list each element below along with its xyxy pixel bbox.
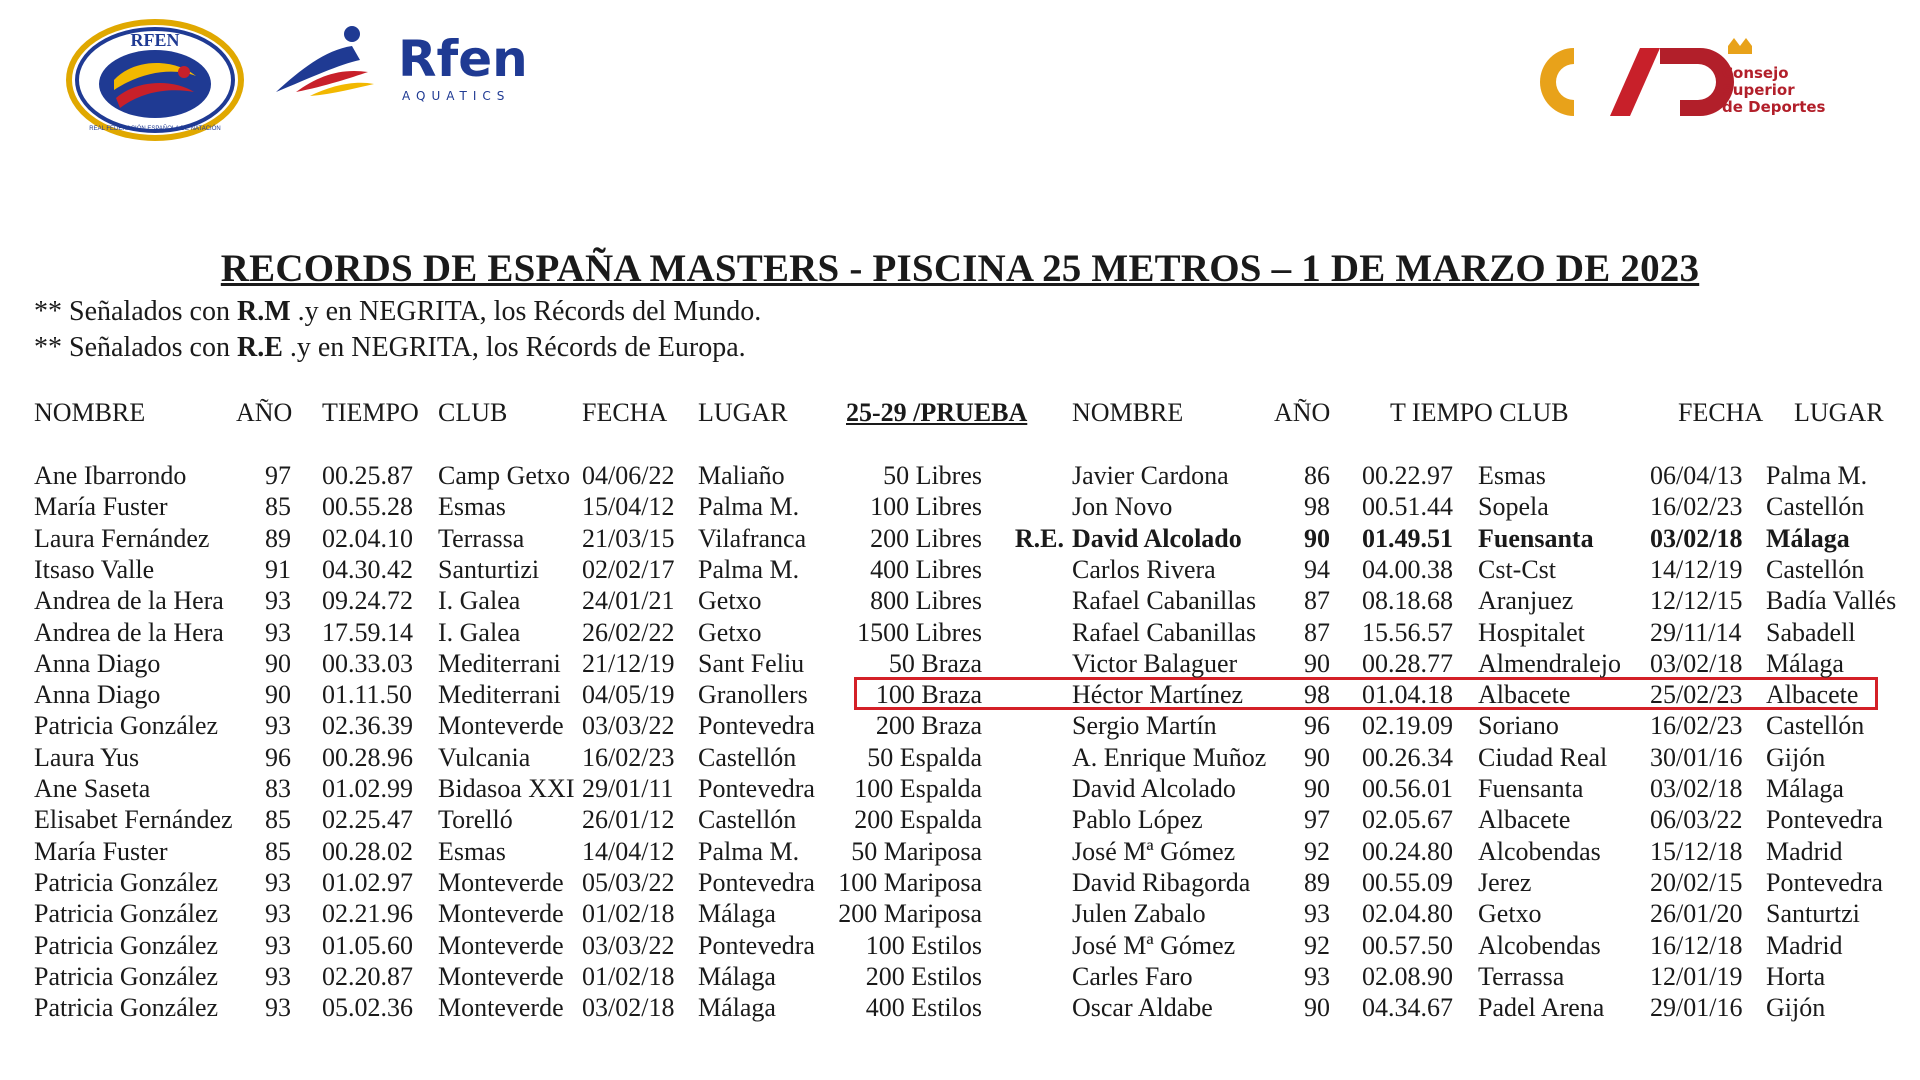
women-name: Anna Diago bbox=[34, 680, 161, 710]
men-date: 25/02/23 bbox=[1650, 680, 1743, 710]
men-name: Pablo López bbox=[1072, 805, 1203, 835]
event: 200 Espalda bbox=[854, 805, 982, 835]
logo-bar bbox=[0, 0, 1920, 150]
women-place: Palma M. bbox=[698, 836, 800, 866]
women-club: Monteverde bbox=[438, 961, 564, 991]
record-mark: R.E. bbox=[1014, 523, 1064, 553]
women-club: Monteverde bbox=[438, 711, 564, 741]
men-name: David Alcolado bbox=[1072, 523, 1242, 553]
men-date: 16/02/23 bbox=[1650, 711, 1743, 741]
men-name: Héctor Martínez bbox=[1072, 680, 1244, 710]
men-club: Albacete bbox=[1478, 680, 1571, 710]
men-year: 98 bbox=[1304, 492, 1330, 522]
women-name: Laura Fernández bbox=[34, 523, 210, 553]
men-place: Málaga bbox=[1766, 648, 1844, 678]
event: 200 Mariposa bbox=[838, 899, 982, 929]
men-name: José Mª Gómez bbox=[1072, 836, 1236, 866]
rfen-wordmark: Rfen bbox=[398, 30, 528, 88]
men-time: 00.22.97 bbox=[1362, 461, 1453, 490]
men-year: 86 bbox=[1304, 461, 1330, 490]
women-name: Laura Yus bbox=[34, 742, 140, 772]
men-name: Julen Zabalo bbox=[1072, 899, 1206, 929]
event: 200 Braza bbox=[875, 711, 982, 741]
women-year: 93 bbox=[265, 930, 291, 960]
women-place: Getxo bbox=[698, 586, 762, 616]
men-place: Málaga bbox=[1766, 774, 1844, 803]
women-place: Castellón bbox=[698, 805, 797, 835]
men-time: 02.04.80 bbox=[1362, 899, 1453, 929]
women-date: 03/02/18 bbox=[582, 993, 675, 1023]
men-year: 90 bbox=[1304, 648, 1330, 678]
men-name: Rafael Cabanillas bbox=[1072, 586, 1257, 616]
men-date: 26/01/20 bbox=[1650, 899, 1743, 929]
men-time: 02.05.67 bbox=[1362, 805, 1453, 835]
men-club: Soriano bbox=[1478, 711, 1559, 741]
women-club: Esmas bbox=[438, 492, 506, 522]
women-date: 16/02/23 bbox=[582, 742, 675, 772]
men-year: 92 bbox=[1304, 930, 1330, 960]
event: 1500 Libres bbox=[857, 617, 982, 647]
rfen-aquatics-sub: AQUATICS bbox=[402, 89, 511, 103]
men-club: Fuensanta bbox=[1478, 774, 1584, 803]
header-women-name: NOMBRE bbox=[34, 398, 146, 427]
rfen-seal-logo bbox=[64, 18, 246, 142]
women-year: 93 bbox=[265, 617, 291, 647]
men-club: Cst-Cst bbox=[1478, 554, 1557, 584]
women-time: 02.36.39 bbox=[322, 711, 413, 741]
men-club: Sopela bbox=[1478, 492, 1549, 522]
men-time: 00.56.01 bbox=[1362, 774, 1453, 803]
women-place: Málaga bbox=[698, 993, 776, 1023]
women-name: Patricia González bbox=[34, 993, 219, 1023]
event: 50 Libres bbox=[883, 461, 982, 490]
women-time: 01.11.50 bbox=[322, 680, 413, 710]
women-place: Palma M. bbox=[698, 554, 800, 584]
men-club: Getxo bbox=[1478, 899, 1542, 929]
women-time: 02.25.47 bbox=[322, 805, 413, 835]
women-date: 04/05/19 bbox=[582, 680, 675, 710]
women-time: 02.04.10 bbox=[322, 523, 413, 553]
men-time: 01.04.18 bbox=[1362, 680, 1453, 710]
women-club: Monteverde bbox=[438, 867, 564, 897]
women-club: Monteverde bbox=[438, 899, 564, 929]
women-club: Mediterrani bbox=[438, 680, 561, 710]
women-year: 90 bbox=[265, 680, 291, 710]
women-place: Pontevedra bbox=[698, 930, 815, 960]
men-date: 16/02/23 bbox=[1650, 492, 1743, 522]
men-year: 87 bbox=[1304, 617, 1330, 647]
men-name: Jon Novo bbox=[1072, 492, 1173, 522]
women-name: Anna Diago bbox=[34, 648, 161, 678]
men-time: 00.24.80 bbox=[1362, 836, 1453, 866]
event: 400 Libres bbox=[870, 554, 982, 584]
men-place: Sabadell bbox=[1766, 617, 1856, 647]
men-date: 29/01/16 bbox=[1650, 993, 1743, 1023]
women-name: María Fuster bbox=[34, 836, 168, 866]
men-time: 00.28.77 bbox=[1362, 648, 1453, 678]
women-club: Torelló bbox=[438, 805, 513, 835]
women-name: Ane Ibarrondo bbox=[34, 461, 187, 490]
men-date: 29/11/14 bbox=[1650, 617, 1742, 647]
women-date: 01/02/18 bbox=[582, 899, 675, 929]
women-time: 17.59.14 bbox=[322, 617, 413, 647]
women-date: 26/02/22 bbox=[582, 617, 675, 647]
women-place: Málaga bbox=[698, 899, 776, 929]
men-year: 90 bbox=[1304, 742, 1330, 772]
men-club: Padel Arena bbox=[1478, 993, 1605, 1023]
event: 100 Espalda bbox=[854, 774, 982, 803]
document-title: RECORDS DE ESPAÑA MASTERS - PISCINA 25 METROS – 1 DE MARZO DE 2023 bbox=[220, 247, 1700, 290]
men-year: 93 bbox=[1304, 961, 1330, 991]
women-name: Itsaso Valle bbox=[34, 554, 155, 584]
men-year: 98 bbox=[1304, 680, 1330, 710]
women-time: 00.28.02 bbox=[322, 836, 413, 866]
women-year: 93 bbox=[265, 586, 291, 616]
women-year: 89 bbox=[265, 523, 291, 553]
women-time: 01.02.97 bbox=[322, 867, 413, 897]
men-name: Carles Faro bbox=[1072, 961, 1193, 991]
men-time: 02.08.90 bbox=[1362, 961, 1453, 991]
header-women-place: LUGAR bbox=[698, 398, 788, 427]
women-year: 85 bbox=[265, 836, 291, 866]
men-place: Badía Vallés bbox=[1766, 586, 1897, 616]
men-date: 03/02/18 bbox=[1650, 523, 1743, 553]
men-year: 94 bbox=[1304, 554, 1330, 584]
men-time: 00.57.50 bbox=[1362, 930, 1453, 960]
women-name: Patricia González bbox=[34, 867, 219, 897]
men-name: Oscar Aldabe bbox=[1072, 993, 1213, 1023]
women-year: 93 bbox=[265, 899, 291, 929]
men-year: 89 bbox=[1304, 867, 1330, 897]
women-place: Palma M. bbox=[698, 492, 800, 522]
women-time: 00.33.03 bbox=[322, 648, 413, 678]
men-time: 01.49.51 bbox=[1362, 523, 1453, 553]
header-men-place: LUGAR bbox=[1794, 398, 1884, 427]
women-date: 29/01/11 bbox=[582, 774, 674, 803]
women-time: 04.30.42 bbox=[322, 554, 413, 584]
header-women-club: CLUB bbox=[438, 398, 508, 427]
event: 50 Mariposa bbox=[851, 836, 982, 866]
women-time: 00.25.87 bbox=[322, 461, 413, 490]
event: 50 Espalda bbox=[867, 742, 982, 772]
women-club: Mediterrani bbox=[438, 648, 561, 678]
women-time: 09.24.72 bbox=[322, 586, 413, 616]
women-date: 03/03/22 bbox=[582, 930, 675, 960]
women-place: Maliaño bbox=[698, 461, 785, 490]
men-club: Alcobendas bbox=[1478, 836, 1601, 866]
men-name: Rafael Cabanillas bbox=[1072, 617, 1257, 647]
women-time: 05.02.36 bbox=[322, 993, 413, 1023]
men-name: Victor Balaguer bbox=[1072, 648, 1238, 678]
women-year: 93 bbox=[265, 993, 291, 1023]
women-year: 96 bbox=[265, 742, 291, 772]
men-name: David Ribagorda bbox=[1072, 867, 1251, 897]
women-time: 02.20.87 bbox=[322, 961, 413, 991]
men-name: Carlos Rivera bbox=[1072, 554, 1216, 584]
women-name: Patricia González bbox=[34, 930, 219, 960]
header-event: 25-29 /PRUEBA bbox=[846, 398, 1028, 427]
men-year: 93 bbox=[1304, 899, 1330, 929]
csd-line1: Consejo bbox=[1722, 64, 1789, 82]
note-europe-records: ** Señalados con R.E .y en NEGRITA, los Récords de Europa. bbox=[34, 332, 746, 363]
women-place: Málaga bbox=[698, 961, 776, 991]
women-date: 15/04/12 bbox=[582, 492, 675, 522]
women-club: Terrassa bbox=[438, 523, 525, 553]
women-name: Andrea de la Hera bbox=[34, 617, 224, 647]
men-club: Aranjuez bbox=[1478, 586, 1574, 616]
men-place: Castellón bbox=[1766, 554, 1865, 584]
event: 200 Libres bbox=[870, 523, 982, 553]
women-place: Pontevedra bbox=[698, 867, 815, 897]
women-time: 02.21.96 bbox=[322, 899, 413, 929]
men-place: Horta bbox=[1766, 961, 1826, 991]
women-club: Santurtizi bbox=[438, 554, 540, 584]
men-place: Castellón bbox=[1766, 492, 1865, 522]
men-year: 97 bbox=[1304, 805, 1330, 835]
women-date: 03/03/22 bbox=[582, 711, 675, 741]
event: 100 Mariposa bbox=[838, 867, 982, 897]
men-year: 90 bbox=[1304, 774, 1330, 803]
men-place: Pontevedra bbox=[1766, 867, 1883, 897]
women-date: 21/12/19 bbox=[582, 648, 675, 678]
women-place: Getxo bbox=[698, 617, 762, 647]
men-date: 06/04/13 bbox=[1650, 461, 1743, 490]
csd-logo bbox=[1510, 28, 1840, 133]
men-date: 30/01/16 bbox=[1650, 742, 1743, 772]
men-time: 00.26.34 bbox=[1362, 742, 1453, 772]
men-date: 03/02/18 bbox=[1650, 648, 1743, 678]
event: 100 Estilos bbox=[865, 930, 982, 960]
men-time: 00.55.09 bbox=[1362, 867, 1453, 897]
women-time: 00.28.96 bbox=[322, 742, 413, 772]
men-year: 87 bbox=[1304, 586, 1330, 616]
women-place: Vilafranca bbox=[698, 523, 807, 553]
event: 100 Braza bbox=[875, 680, 982, 710]
women-date: 24/01/21 bbox=[582, 586, 675, 616]
women-year: 91 bbox=[265, 554, 291, 584]
men-place: Santurtzi bbox=[1766, 899, 1860, 929]
men-date: 06/03/22 bbox=[1650, 805, 1743, 835]
women-name: Patricia González bbox=[34, 711, 219, 741]
men-club: Almendralejo bbox=[1478, 648, 1621, 678]
men-date: 14/12/19 bbox=[1650, 554, 1743, 584]
csd-line3: de Deportes bbox=[1722, 98, 1826, 116]
men-name: A. Enrique Muñoz bbox=[1072, 742, 1267, 772]
men-name: David Alcolado bbox=[1072, 774, 1236, 803]
men-club: Fuensanta bbox=[1478, 523, 1594, 553]
women-place: Castellón bbox=[698, 742, 797, 772]
header-men-name: NOMBRE bbox=[1072, 398, 1184, 427]
women-name: María Fuster bbox=[34, 492, 168, 522]
men-place: Palma M. bbox=[1766, 461, 1868, 490]
women-place: Pontevedra bbox=[698, 774, 815, 803]
men-place: Pontevedra bbox=[1766, 805, 1883, 835]
men-place: Gijón bbox=[1766, 993, 1826, 1023]
event: 200 Estilos bbox=[865, 961, 982, 991]
women-club: Monteverde bbox=[438, 993, 564, 1023]
men-time: 04.34.67 bbox=[1362, 993, 1453, 1023]
women-date: 02/02/17 bbox=[582, 554, 675, 584]
women-year: 97 bbox=[265, 461, 291, 490]
men-place: Madrid bbox=[1766, 836, 1843, 866]
men-name: Sergio Martín bbox=[1072, 711, 1217, 741]
men-place: Málaga bbox=[1766, 523, 1850, 553]
women-club: I. Galea bbox=[438, 617, 521, 647]
men-club: Ciudad Real bbox=[1478, 742, 1608, 772]
men-date: 12/01/19 bbox=[1650, 961, 1743, 991]
csd-line2: Superior bbox=[1722, 81, 1795, 99]
men-place: Gijón bbox=[1766, 742, 1826, 772]
event: 800 Libres bbox=[870, 586, 982, 616]
women-date: 01/02/18 bbox=[582, 961, 675, 991]
men-name: Javier Cardona bbox=[1072, 461, 1229, 490]
men-time: 00.51.44 bbox=[1362, 492, 1453, 522]
women-place: Sant Feliu bbox=[698, 648, 805, 678]
event: 100 Libres bbox=[870, 492, 982, 522]
rfen-aquatics-logo bbox=[270, 20, 570, 110]
men-year: 90 bbox=[1304, 993, 1330, 1023]
men-place: Albacete bbox=[1766, 680, 1859, 710]
men-year: 90 bbox=[1304, 523, 1330, 553]
women-place: Granollers bbox=[698, 680, 808, 710]
header-women-time: TIEMPO bbox=[322, 398, 419, 427]
header-women-year: AÑO bbox=[236, 398, 293, 427]
women-name: Patricia González bbox=[34, 961, 219, 991]
seal-title: RFEN bbox=[130, 30, 180, 50]
women-date: 14/04/12 bbox=[582, 836, 675, 866]
women-name: Ane Saseta bbox=[34, 774, 151, 803]
header-men-date: FECHA bbox=[1678, 398, 1764, 427]
men-club: Esmas bbox=[1478, 461, 1546, 490]
women-year: 90 bbox=[265, 648, 291, 678]
women-time: 00.55.28 bbox=[322, 492, 413, 522]
women-year: 93 bbox=[265, 867, 291, 897]
women-name: Andrea de la Hera bbox=[34, 586, 224, 616]
women-time: 01.05.60 bbox=[322, 930, 413, 960]
women-year: 93 bbox=[265, 961, 291, 991]
men-time: 02.19.09 bbox=[1362, 711, 1453, 741]
men-date: 12/12/15 bbox=[1650, 586, 1743, 616]
men-time: 08.18.68 bbox=[1362, 586, 1453, 616]
women-year: 83 bbox=[265, 774, 291, 803]
women-place: Pontevedra bbox=[698, 711, 815, 741]
men-year: 92 bbox=[1304, 836, 1330, 866]
men-club: Albacete bbox=[1478, 805, 1571, 835]
men-club: Hospitalet bbox=[1478, 617, 1585, 647]
women-club: Bidasoa XXI bbox=[438, 774, 575, 803]
men-club: Terrassa bbox=[1478, 961, 1565, 991]
women-date: 04/06/22 bbox=[582, 461, 675, 490]
women-date: 05/03/22 bbox=[582, 867, 675, 897]
women-date: 26/01/12 bbox=[582, 805, 675, 835]
event: 50 Braza bbox=[888, 648, 982, 678]
men-place: Madrid bbox=[1766, 930, 1843, 960]
women-club: Vulcania bbox=[438, 742, 531, 772]
women-date: 21/03/15 bbox=[582, 523, 675, 553]
header-men-year: AÑO bbox=[1274, 398, 1331, 427]
men-time: 04.00.38 bbox=[1362, 554, 1453, 584]
men-name: José Mª Gómez bbox=[1072, 930, 1236, 960]
men-club: Alcobendas bbox=[1478, 930, 1601, 960]
note-world-records: ** Señalados con R.M .y en NEGRITA, los Récords del Mundo. bbox=[34, 296, 762, 327]
women-year: 85 bbox=[265, 805, 291, 835]
women-club: I. Galea bbox=[438, 586, 521, 616]
women-club: Camp Getxo bbox=[438, 461, 571, 490]
men-date: 03/02/18 bbox=[1650, 774, 1743, 803]
women-club: Esmas bbox=[438, 836, 506, 866]
women-year: 93 bbox=[265, 711, 291, 741]
women-name: Patricia González bbox=[34, 899, 219, 929]
header-men-time-club: T IEMPO CLUB bbox=[1390, 398, 1569, 427]
header-women-date: FECHA bbox=[582, 398, 668, 427]
women-time: 01.02.99 bbox=[322, 774, 413, 803]
women-year: 85 bbox=[265, 492, 291, 522]
men-club: Jerez bbox=[1478, 867, 1532, 897]
men-place: Castellón bbox=[1766, 711, 1865, 741]
event: 400 Estilos bbox=[865, 993, 982, 1023]
seal-ring: REAL FEDERACIÓN ESPAÑOLA DE NATACIÓN bbox=[89, 126, 221, 132]
men-date: 20/02/15 bbox=[1650, 867, 1743, 897]
men-year: 96 bbox=[1304, 711, 1330, 741]
men-time: 15.56.57 bbox=[1362, 617, 1453, 647]
men-date: 15/12/18 bbox=[1650, 836, 1743, 866]
men-date: 16/12/18 bbox=[1650, 930, 1743, 960]
women-name: Elisabet Fernández bbox=[34, 805, 233, 835]
women-club: Monteverde bbox=[438, 930, 564, 960]
